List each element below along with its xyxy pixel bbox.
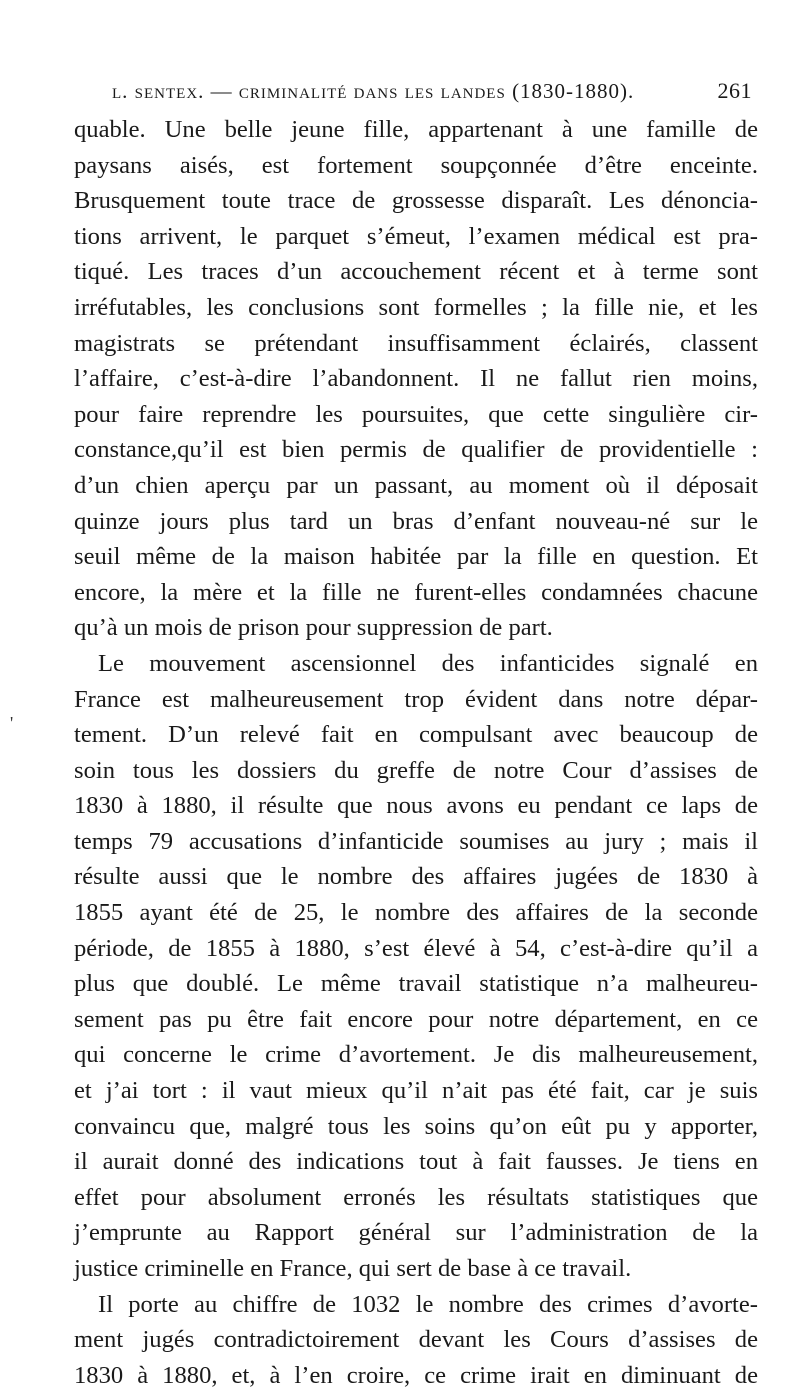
text-line: résulte aussi que le nombre des affaires jugées de 1830 à	[74, 863, 758, 891]
text-line: 1830 à 1880, et, à l’en croire, ce crime irait en diminuant de	[74, 1361, 758, 1389]
text-line: quinze jours plus tard un bras d’enfant nouveau-né sur le	[74, 507, 758, 535]
text-line: ment jugés contradictoirement devant les Cours d’assises de	[74, 1326, 758, 1354]
text-line: sement pas pu être fait encore pour notre département, en ce	[74, 1005, 758, 1033]
text-line: encore, la mère et la fille ne furent-elles condamnées chacune	[74, 578, 758, 606]
page-number: 261	[717, 78, 752, 103]
text-line: j’emprunte au Rapport général sur l’administration de la	[74, 1219, 758, 1247]
text-line: constance,qu’il est bien permis de qualifier de providentielle :	[74, 436, 758, 464]
running-head	[112, 78, 752, 108]
text-line: temps 79 accusations d’infanticide soumises au jury ; mais il	[74, 827, 758, 855]
text-line: seuil même de la maison habitée par la fille en question. Et	[74, 543, 758, 571]
text-line: quable. Une belle jeune fille, appartenant à une famille de	[74, 116, 758, 143]
text-line: Le mouvement ascensionnel des infanticides signalé en	[98, 649, 758, 677]
text-line: effet pour absolument erronés les résultats statistiques que	[74, 1183, 758, 1211]
text-line: il aurait donné des indications tout à fait fausses. Je tiens en	[74, 1148, 758, 1176]
running-title: l. sentex. — criminalité dans les landes (1830-1880).	[112, 79, 635, 103]
text-line: 1830 à 1880, il résulte que nous avons eu pendant ce laps de	[74, 792, 758, 820]
text-line: justice criminelle en France, qui sert de base à ce travail.	[74, 1255, 632, 1282]
text-line: tions arrivent, le parquet s’émeut, l’examen médical est pra-	[74, 222, 758, 250]
text-line: Brusquement toute trace de grossesse disparaît. Les dénoncia-	[74, 187, 758, 215]
text-line: et j’ai tort : il vaut mieux qu’il n’ait pas été fait, car je suis	[74, 1077, 758, 1105]
text-line: l’affaire, c’est-à-dire l’abandonnent. Il ne fallut rien moins,	[74, 365, 758, 393]
text-line: d’un chien aperçu par un passant, au moment où il déposait	[74, 471, 758, 499]
body-text	[74, 112, 758, 1393]
text-line: 1855 ayant été de 25, le nombre des affaires de la seconde	[74, 899, 758, 927]
text-line: plus que doublé. Le même travail statistique n’a malheureu-	[74, 970, 758, 998]
text-line: période, de 1855 à 1880, s’est élevé à 54, c’est-à-dire qu’il a	[74, 934, 758, 962]
text-line: Il porte au chiffre de 1032 le nombre des crimes d’avorte-	[98, 1290, 758, 1318]
text-line: pour faire reprendre les poursuites, que cette singulière cir-	[74, 400, 758, 428]
text-line: tement. D’un relevé fait en compulsant avec beaucoup de	[74, 721, 758, 749]
text-line: convaincu que, malgré tous les soins qu’on eût pu y apporter,	[74, 1112, 758, 1140]
text-line: magistrats se prétendant insuffisamment éclairés, classent	[74, 329, 758, 357]
text-line: qu’à un mois de prison pour suppression de part.	[74, 614, 553, 642]
margin-mark: '	[10, 713, 14, 733]
text-line: tiqué. Les traces d’un accouchement récent et à terme sont	[74, 258, 758, 286]
text-line: qui concerne le crime d’avortement. Je dis malheureusement,	[74, 1041, 758, 1069]
text-line: France est malheureusement trop évident dans notre dépar-	[74, 685, 758, 713]
text-line: paysans aisés, est fortement soupçonnée d’être enceinte.	[74, 151, 758, 179]
text-line: irréfutables, les conclusions sont formelles ; la fille nie, et les	[74, 293, 758, 321]
text-line: soin tous les dossiers du greffe de notre Cour d’assises de	[74, 756, 758, 784]
